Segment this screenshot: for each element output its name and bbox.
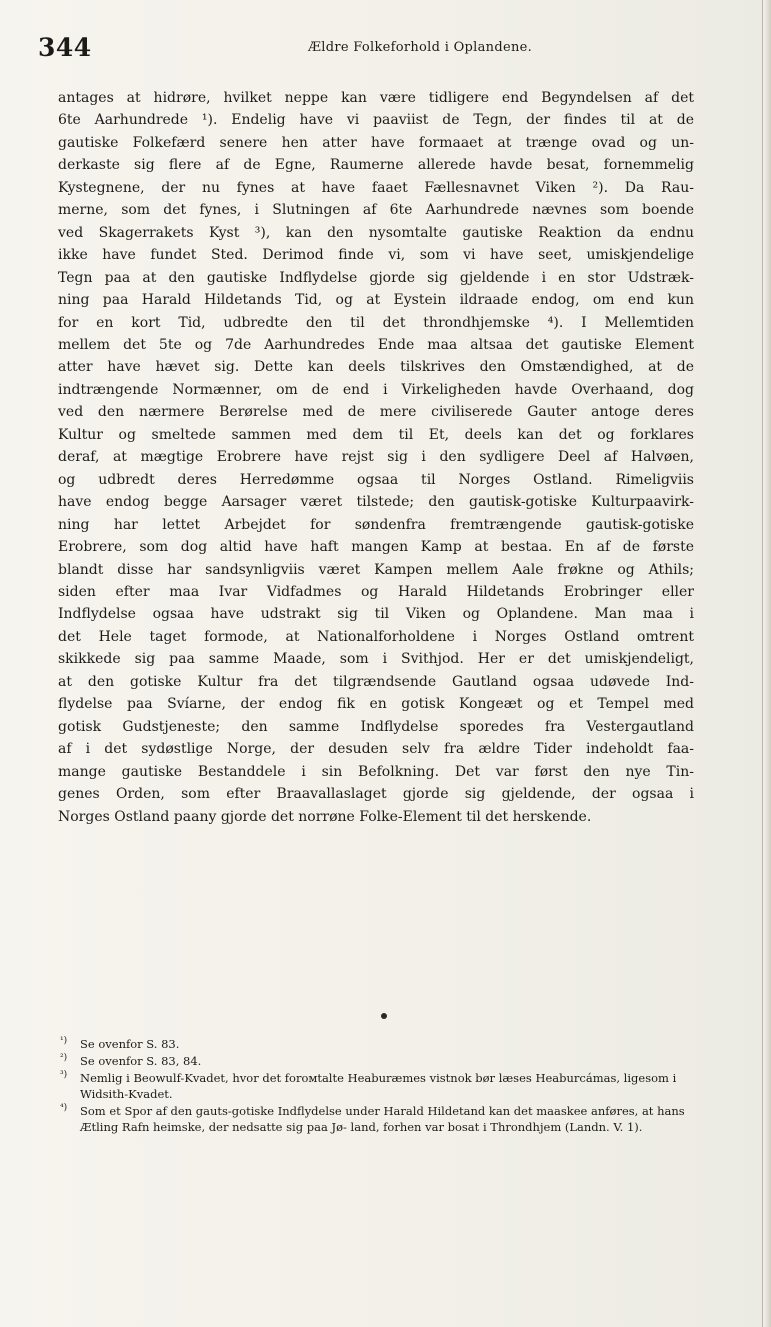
text-line: Erobrere, som dog altid have haft mangen Kamp at bestaa. En af de første: [58, 539, 694, 556]
footnote-mark: ³): [60, 1070, 68, 1080]
text-line: og udbredt deres Herredømme ogsaa til Norges Ostland. Rimeligviis: [58, 471, 694, 488]
text-line: ning paa Harald Hildetands Tid, og at Eystein ildraade endog, om end kun: [58, 292, 694, 309]
text-line: derkaste sig flere af de Egne, Raumerne allerede havde besat, fornemmelig: [58, 157, 694, 174]
text-line: have endog begge Aarsager været tilstede; den gautisk-gotiske Kulturpaavirk-: [58, 494, 694, 511]
text-line: indtrængende Normænner, om de end i Virkeligheden havde Overhaand, dog: [58, 381, 694, 398]
text-line: ved Skagerrakets Kyst ³), kan den nysomtalte gautiske Reaktion da endnu: [58, 224, 694, 241]
text-line: deraf, at mægtige Erobrere have rejst sig i den sydligere Deel af Halvøen,: [58, 449, 694, 466]
footnote-text: Som et Spor af den gauts-gotiske Indflydelse under Harald Hildetand kan det maaskee anføres, at hans Ætling Rafn heimske, der nedsatte sig paa Jø- land, forhen var bosat i Throndhjem (Landn. V. 1).: [80, 1104, 685, 1135]
text-line: skikkede sig paa samme Maade, som i Svithjod. Her er det umiskjendeligt,: [58, 651, 694, 668]
text-line: ning har lettet Arbejdet for søndenfra fremtrængende gautisk-gotiske: [58, 516, 694, 533]
footnote-mark: ⁴): [60, 1103, 68, 1114]
text-line: antages at hidrøre, hvilket neppe kan være tidligere end Begyndelsen af det: [58, 90, 694, 106]
text-line: 6te Aarhundrede ¹). Endelig have vi paaviist de Tegn, der findes til at de: [58, 112, 694, 129]
text-line: af i det sydøstlige Norge, der desuden selv fra ældre Tider indeholdt faa-: [58, 741, 694, 758]
text-line: at den gotiske Kultur fra det tilgrændsende Gautland ogsaa udøvede Ind-: [58, 673, 694, 690]
footnotes: [58, 1036, 694, 1136]
footnote: [58, 1036, 694, 1052]
text-line: siden efter maa Ivar Vidfadmes og Harald Hildetands Erobringer eller: [58, 583, 694, 600]
text-line: merne, som det fynes, i Slutningen af 6te Aarhundrede nævnes som boende: [58, 202, 694, 219]
footnote-mark: ¹): [60, 1036, 68, 1046]
text-line: mellem det 5te og 7de Aarhundredes Ende maa altsaa det gautiske Element: [58, 336, 694, 353]
text-line: ved den nærmere Berørelse med de mere civiliserede Gauter antoge deres: [58, 404, 694, 421]
footnote-text: Nemlig i Beowulf-Kvadet, hvor det forомtalte Heaburæmes vistnok bør læses Heaburcámas, ligesom i Widsith-Kvadet.: [80, 1071, 677, 1102]
body-text: [58, 87, 694, 828]
text-line: Indflydelse ogsaa have udstrakt sig til Viken og Oplandene. Man maa i: [58, 606, 694, 623]
text-line: gautiske Folkefærd senere hen atter have formaaet at trænge ovad og un-: [58, 134, 694, 151]
page-number: 344: [38, 33, 92, 62]
footnote-text: Se ovenfor S. 83, 84.: [80, 1054, 202, 1068]
text-line: mange gautiske Bestanddele i sin Befolkning. Det var først den nye Tin-: [58, 763, 694, 780]
text-line: Kultur og smeltede sammen med dem til Et, deels kan det og forklares: [58, 426, 694, 443]
text-line: ikke have fundet Sted. Derimod finde vi, som vi have seet, umiskjendelige: [58, 247, 694, 264]
footnote-text: Se ovenfor S. 83.: [80, 1037, 180, 1051]
footnote: [58, 1070, 694, 1102]
running-head: Ældre Folkeforhold i Oplandene.: [307, 40, 533, 55]
text-line: for en kort Tid, udbredte den til det throndhjemske ⁴). I Mellemtiden: [58, 314, 694, 331]
separator-dot: [381, 1013, 387, 1019]
footnote-mark: ²): [60, 1053, 68, 1063]
text-line: Tegn paa at den gautiske Indflydelse gjorde sig gjeldende i en stor Udstræk-: [58, 269, 694, 286]
text-line: det Hele taget formode, at Nationalforholdene i Norges Ostland omtrent: [58, 628, 694, 645]
text-line: Norges Ostland paany gjorde det norrøne Folke-Element til det herskende.: [58, 808, 592, 825]
text-line: atter have hævet sig. Dette kan deels tilskrives den Omstændighed, at de: [58, 359, 694, 376]
text-line: flydelse paa Svíarne, der endog fik en gotisk Kongeæt og et Tempel med: [58, 696, 694, 713]
footnote: [58, 1103, 694, 1135]
text-line: blandt disse har sandsynligviis været Kampen mellem Aale frøkne og Athils;: [58, 561, 694, 578]
page-edge: [763, 0, 771, 1327]
text-line: Kystegnene, der nu fynes at have faaet Fællesnavnet Viken ²). Da Rau-: [58, 179, 694, 196]
text-line: genes Orden, som efter Braavallaslaget gjorde sig gjeldende, der ogsaa i: [58, 786, 694, 803]
text-line: gotisk Gudstjeneste; den samme Indflydelse sporedes fra Vestergautland: [58, 718, 694, 735]
footnote: [58, 1053, 694, 1069]
